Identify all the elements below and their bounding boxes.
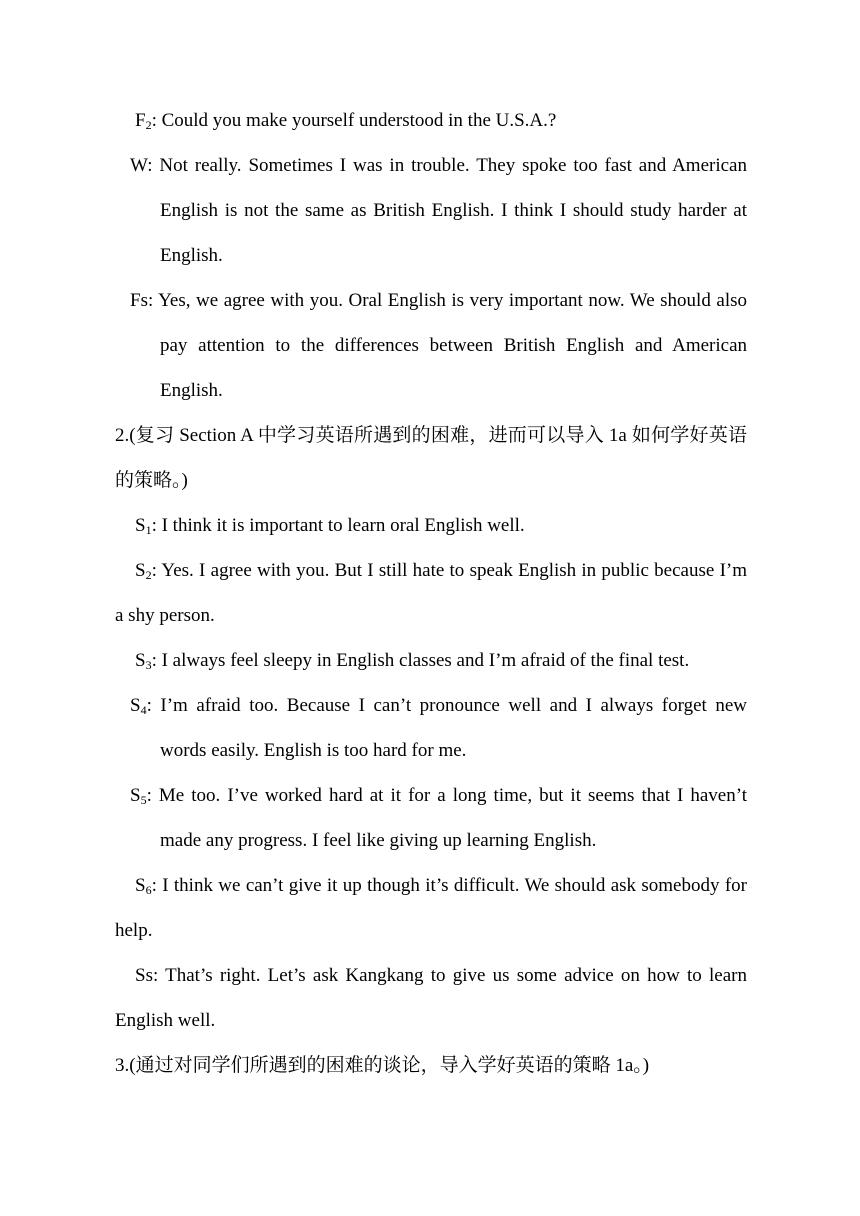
- speaker: Fs: [130, 290, 148, 311]
- dialogue-text: : I’m afraid too. Because I can’t pronounce well and I always forget new words easily. English is too hard for me.: [146, 695, 747, 761]
- dialogue-line-fs: [130, 278, 747, 413]
- speaker: $S_6$: [135, 875, 152, 897]
- dialogue-line-s6: [115, 863, 747, 953]
- dialogue-line-ss: [115, 953, 747, 1043]
- dialogue-line-s2: [115, 548, 747, 638]
- dialogue-text: : Not really. Sometimes I was in trouble. They spoke too fast and American English is not the same as British English. I think I should study harder at English.: [147, 155, 747, 266]
- dialogue-text: : Yes. I agree with you. But I still hate to speak English in public because I’m a shy person.: [115, 560, 747, 626]
- dialogue-line-s5: [130, 773, 747, 863]
- speaker: Ss: [135, 965, 153, 986]
- speaker: W: [130, 155, 148, 176]
- dialogue-line-f2: [135, 98, 747, 143]
- dialogue-line-w: [130, 143, 747, 278]
- speaker: $S_1$: [135, 515, 152, 537]
- dialogue-text: : I think we can’t give it up though it’s difficult. We should ask somebody for help.: [115, 875, 747, 941]
- speaker: $S_3$: [135, 650, 152, 672]
- speaker: $S_2$: [135, 560, 152, 582]
- dialogue-text: : Yes, we agree with you. Oral English is very important now. We should also pay attention to the differences between British English and American English.: [147, 290, 747, 401]
- dialogue-line-s3: [135, 638, 747, 683]
- dialogue-text: : Could you make yourself understood in the U.S.A.?: [151, 110, 557, 131]
- dialogue-text: : Me too. I’ve worked hard at it for a long time, but it seems that I haven’t made any progress. I feel like giving up learning English.: [146, 785, 747, 851]
- dialogue-text: : I think it is important to learn oral English well.: [151, 515, 525, 536]
- dialogue-line-s1: [135, 503, 747, 548]
- dialogue-text: : That’s right. Let’s ask Kangkang to give us some advice on how to learn English well.: [115, 965, 747, 1031]
- speaker: $S_4$: [130, 695, 147, 717]
- speaker: $F_2$: [135, 110, 152, 132]
- instruction-note-3: 3.(通过对同学们所遇到的困难的谈论，导入学好英语的策略 1a。): [115, 1055, 650, 1076]
- dialogue-line-s4: [130, 683, 747, 773]
- dialogue-text: : I always feel sleepy in English classes and I’m afraid of the final test.: [151, 650, 690, 671]
- speaker: $S_5$: [130, 785, 147, 807]
- instruction-note-2: 2.(复习 Section A 中学习英语所遇到的困难，进而可以导入 1a 如何学好英语的策略。): [115, 425, 747, 491]
